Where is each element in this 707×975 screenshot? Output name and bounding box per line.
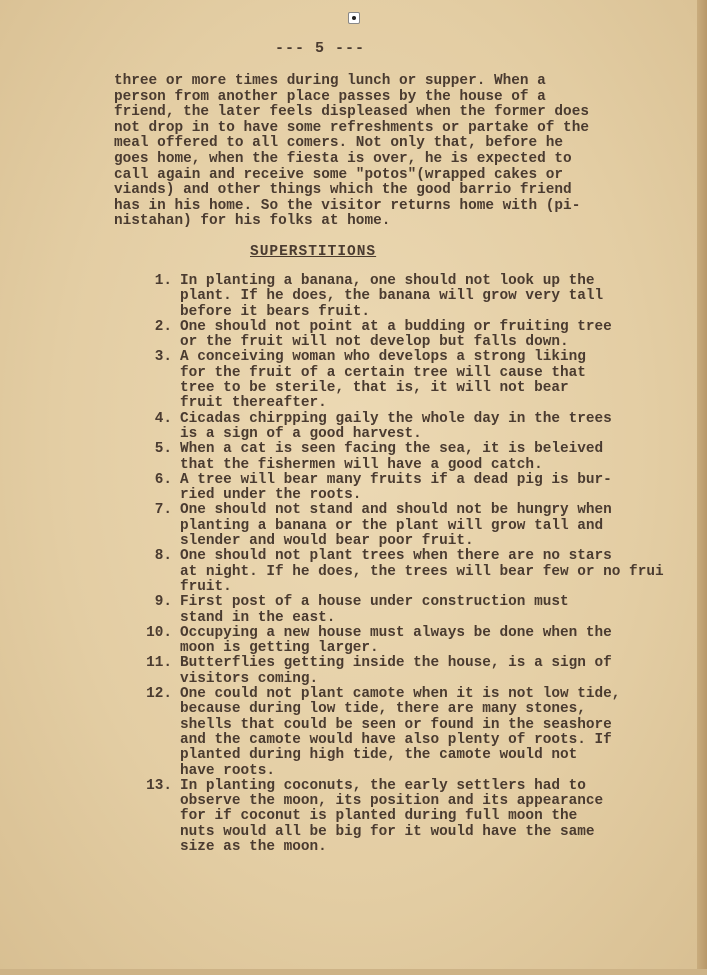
list-item: [136, 549, 664, 595]
page-edge: [697, 0, 707, 975]
bottom-strip: [0, 969, 707, 975]
list-item-number: 12.: [146, 686, 172, 703]
list-item-text: When a cat is seen facing the sea, it is beleived that the fishermen will have a good catch.: [180, 441, 604, 473]
list-item: [136, 442, 664, 473]
superstition-list: [136, 274, 664, 855]
list-item-text: Occupying a new house must always be done when the moon is getting larger.: [180, 624, 612, 657]
list-item-number: 5.: [154, 441, 172, 458]
list-item-text: A conceiving woman who develops a strong liking for the fruit of a certain tree will cause that tree to be sterile, that is, it will not bear fruit thereafter.: [180, 349, 586, 412]
list-item-number: 8.: [154, 548, 172, 565]
list-item-text: One should not plant trees when there are no stars at night. If he does, the trees will bear few or no frui fruit.: [180, 548, 664, 595]
list-item: [136, 412, 664, 443]
list-item-number: 2.: [154, 318, 172, 335]
list-item-text: Butterflies getting inside the house, is a sign of visitors coming.: [180, 655, 612, 687]
list-item-number: 3.: [154, 349, 172, 366]
list-item: [136, 779, 664, 855]
list-item: [136, 595, 664, 626]
page-number: --- 5 ---: [274, 40, 365, 57]
list-item-number: 4.: [154, 410, 172, 427]
list-item: [136, 656, 664, 687]
list-item-text: First post of a house under construction must stand in the east.: [180, 594, 569, 626]
section-title: SUPERSTITIONS: [250, 244, 377, 260]
punch-hole-icon: [348, 12, 360, 24]
list-item-number: 1.: [154, 273, 172, 289]
list-item-number: 13.: [146, 777, 172, 794]
list-item-number: 6.: [154, 471, 172, 488]
list-item: [136, 473, 664, 504]
list-item: [136, 503, 664, 549]
list-item-number: 11.: [146, 655, 172, 672]
list-item-number: 9.: [154, 594, 172, 611]
list-item-text: In planting coconuts, the early settlers had to observe the moon, its position and its appearance for if coconut is planted during full moon the nuts would all be big for it would have the same size as the moon.: [180, 777, 604, 855]
list-item: [136, 687, 664, 779]
list-item: [136, 320, 664, 351]
list-item-text: One should not stand and should not be hungry when planting a banana or the plant will grow tall and slender and would bear poor fruit.: [180, 502, 612, 550]
list-item-text: A tree will bear many fruits if a dead pig is bur- ried under the roots.: [180, 471, 612, 504]
list-item: [136, 274, 664, 320]
list-item-number: 7.: [154, 502, 172, 519]
list-item-text: One could not plant camote when it is not low tide, because during low tide, there are many stones, shells that could be seen or found in the seashore and the camote would have also plenty of roots. If planted during high tide, the camote would not have roots.: [180, 686, 621, 779]
list-item-text: Cicadas chirpping gaily the whole day in the trees is a sign of a good harvest.: [180, 410, 612, 442]
list-item: [136, 626, 664, 657]
intro-paragraph: three or more times during lunch or supper. When a person from another place passes by the house of a friend, the later feels displeased when the former does not drop in to have some refreshments or partake of the meal offered to all comers. Not only that, before he goes home, when the fiesta is over, he is expected to call again and receive some "potos"(wrapped cakes or viands) and other things which the good barrio friend has in his home. So the visitor returns home with (pi- nistahan) for his folks at home.: [114, 73, 589, 230]
list-item: [136, 350, 664, 411]
list-item-text: One should not point at a budding or fruiting tree or the fruit will not develop but falls down.: [180, 318, 612, 351]
list-item-number: 10.: [146, 624, 172, 641]
list-item-text: In planting a banana, one should not look up the plant. If he does, the banana will grow very tall before it bears fruit.: [180, 273, 604, 320]
